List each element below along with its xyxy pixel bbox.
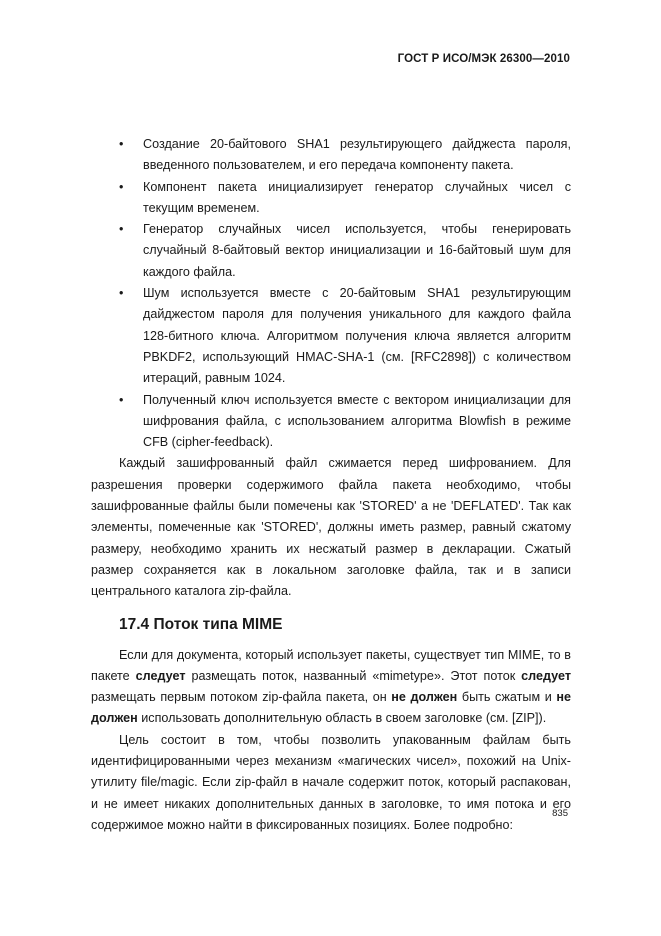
running-header: ГОСТ Р ИСО/МЭК 26300—2010 bbox=[397, 53, 570, 65]
emphasis-must-not: не должен bbox=[91, 690, 571, 726]
page-body bbox=[91, 134, 571, 836]
text-run: использовать дополнительную область в своем заголовке (см. [ZIP]). bbox=[137, 711, 547, 726]
emphasis-should: следует bbox=[521, 668, 571, 683]
text-run: быть сжатым и bbox=[457, 690, 557, 705]
bullet-marker: • bbox=[119, 222, 124, 237]
text-run: размещать поток, названный «mimetype». Этот поток bbox=[185, 668, 522, 683]
bullet-marker: • bbox=[119, 179, 124, 194]
paragraph-compression: Каждый зашифрованный файл сжимается перед шифрованием. Для разрешения проверки содержимого файла пакета необходимо, чтобы зашифрованные файлы были помечены как 'STORED' а не 'DEFLATED'. Так как элементы, помеченные как 'STORED', должны иметь размер, равный сжатому размеру, необходимо хранить их несжатый размер в декларации. Сжатый размер сохраняется как в локальном заголовке файла, так и в записи центрального каталога zip-файла. bbox=[91, 456, 571, 599]
emphasis-must-not: не должен bbox=[391, 690, 458, 705]
text-run: размещать первым потоком zip-файла пакета, он bbox=[91, 690, 392, 705]
list-item bbox=[91, 283, 571, 389]
text-run: Если для документа, который использует пакеты, существует тип MIME, то в пакете bbox=[91, 647, 571, 683]
list-item-text: Шум используется вместе с 20-байтовым SHA1 результирующим дайджестом пароля для получения уникального для каждого файла 128-битного ключа. Алгоритмом получения ключа является алгоритм PBKDF2, использующий HMAC-SHA-1 (см. [RFC2898]) с количеством итераций, равным 1024. bbox=[143, 286, 571, 386]
page-number: 835 bbox=[552, 808, 568, 819]
emphasis-should: следует bbox=[135, 668, 186, 683]
bullet-marker: • bbox=[119, 137, 124, 151]
paragraph-mime bbox=[91, 645, 571, 730]
bullet-list bbox=[91, 134, 571, 453]
list-item bbox=[91, 177, 571, 220]
paragraph-goal: Цель состоит в том, чтобы позволить упакованным файлам быть идентифицированными через механизм «магических чисел», похожий на Unix-утилиту file/magic. Если zip-файл в начале содержит поток, который распакован, и не имеет никаких дополнительных данных в заголовке, то имя потока и его содержимое можно найти в фиксированных позициях. Более подробно: bbox=[91, 732, 571, 832]
list-item-text: Генератор случайных чисел используется, чтобы генерировать случайный 8-байтовый вектор инициализации и 16-байтовый шум для каждого файла. bbox=[143, 222, 571, 279]
list-item-text: Компонент пакета инициализирует генератор случайных чисел с текущим временем. bbox=[143, 179, 571, 215]
list-item bbox=[91, 219, 571, 283]
bullet-marker: • bbox=[119, 286, 124, 301]
list-item-text: Полученный ключ используется вместе с вектором инициализации для шифрования файла, с использованием алгоритма Blowfish в режиме CFB (cipher-feedback). bbox=[143, 392, 571, 450]
list-item bbox=[91, 390, 571, 454]
section-heading: 17.4 Поток типа MIME bbox=[119, 615, 283, 633]
list-item bbox=[91, 134, 571, 177]
list-item-text: Создание 20-байтового SHA1 результирующего дайджеста пароля, введенного пользователем, и его передача компоненту пакета. bbox=[143, 137, 571, 173]
bullet-marker: • bbox=[119, 392, 124, 407]
